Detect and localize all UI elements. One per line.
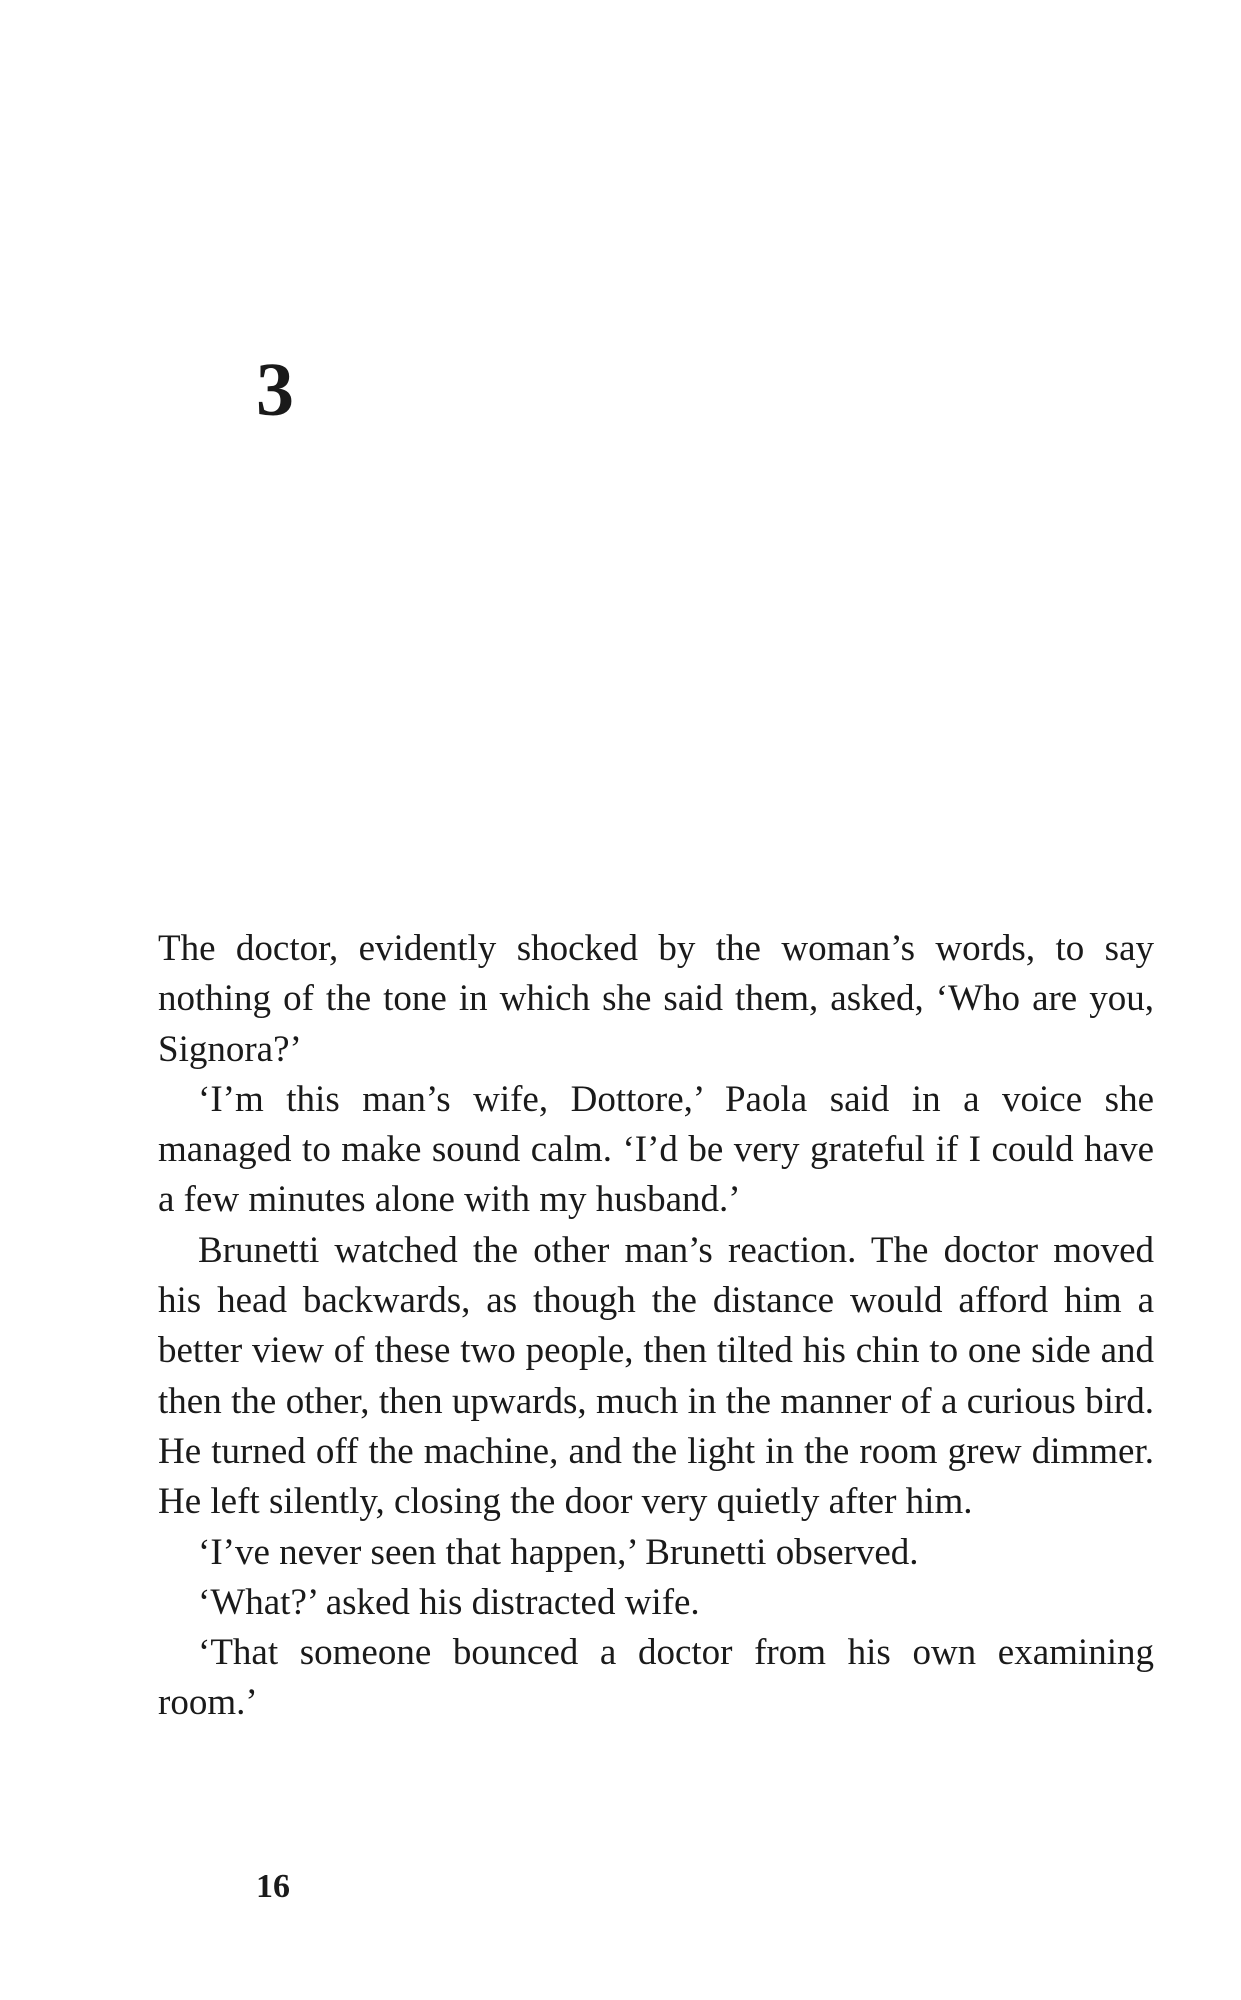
paragraph: The doctor, evidently shocked by the woman’s words, to say nothing of the tone in which she said them, asked, ‘Who are you, Signora?’ — [158, 928, 1154, 1070]
paragraph: ‘What?’ asked his distracted wife. — [198, 1581, 700, 1623]
paragraph: Brunetti watched the other man’s reaction. The doctor moved his head backwards, as though the distance would afford him a better view of these two people, then tilted his chin to one side and then the other, then upwards, much in the manner of a curious bird. He turned off the machine, and the light in the room grew dimmer. He left silently, closing the door very quietly after him. — [158, 1229, 1154, 1523]
chapter-body — [158, 924, 1154, 1729]
paragraph: ‘That someone bounced a doctor from his own examining room.’ — [158, 1632, 1154, 1724]
page-number: 16 — [256, 1868, 290, 1905]
paragraph: ‘I’ve never seen that happen,’ Brunetti observed. — [198, 1531, 919, 1573]
paragraph: ‘I’m this man’s wife, Dottore,’ Paola said in a voice she managed to make sound calm. ‘I’d be very grateful if I could have a few minutes alone with my husband.’ — [158, 1078, 1154, 1221]
chapter-number: 3 — [256, 348, 294, 432]
